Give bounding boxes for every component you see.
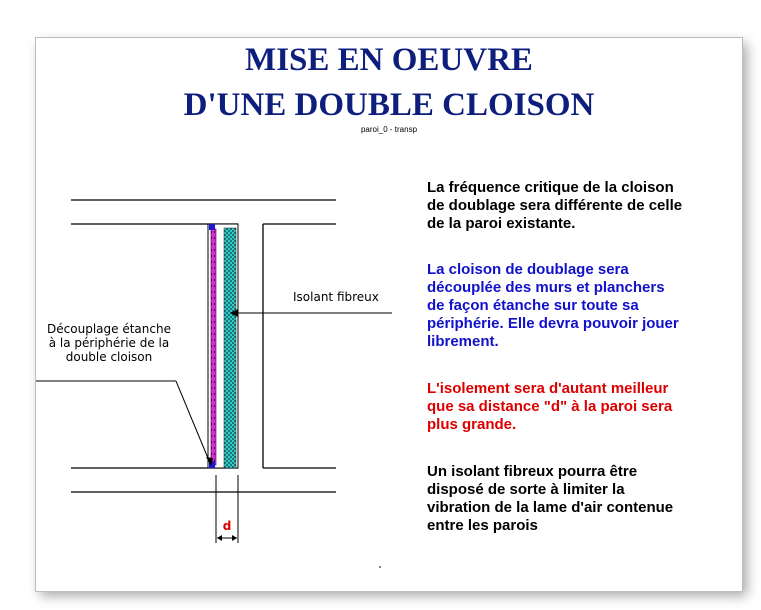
label-decouplage: Découplage étanche à la périphérie de la double cloison	[47, 322, 171, 364]
label-distance-d: d	[222, 519, 232, 533]
plasterboard	[211, 229, 216, 465]
dimension-arrow-right	[232, 535, 237, 541]
seal-joint-top	[209, 224, 215, 230]
decouplage-arrow-line	[176, 381, 210, 463]
slide-title-line2: D'UNE DOUBLE CLOISON	[183, 87, 595, 123]
label-isolant-fibreux: Isolant fibreux	[293, 290, 379, 304]
paragraph-decouplage: La cloison de doublage sera découplée des murs et planchers de façon étanche sur toute sa périphérie. Elle devra pouvoir jouer librement.	[427, 261, 679, 350]
slide-subtitle: paroi_0 - transp	[360, 125, 418, 134]
paragraph-isolant-fibreux: Un isolant fibreux pourra être disposé de sorte à limiter la vibration de la lame d'air contenue entre les parois	[427, 463, 674, 534]
dimension-arrow-left	[217, 535, 222, 541]
stray-dot	[379, 566, 381, 568]
paragraph-isolement: L'isolement sera d'autant meilleur que sa distance "d" à la paroi sera plus grande.	[427, 380, 673, 433]
slide	[35, 37, 743, 592]
slide-title-line1: MISE EN OEUVRE	[245, 42, 533, 78]
paragraph-frequence-critique: La fréquence critique de la cloison de doublage sera différente de celle de la paroi existante.	[427, 179, 683, 232]
fibrous-insulation	[224, 228, 236, 468]
